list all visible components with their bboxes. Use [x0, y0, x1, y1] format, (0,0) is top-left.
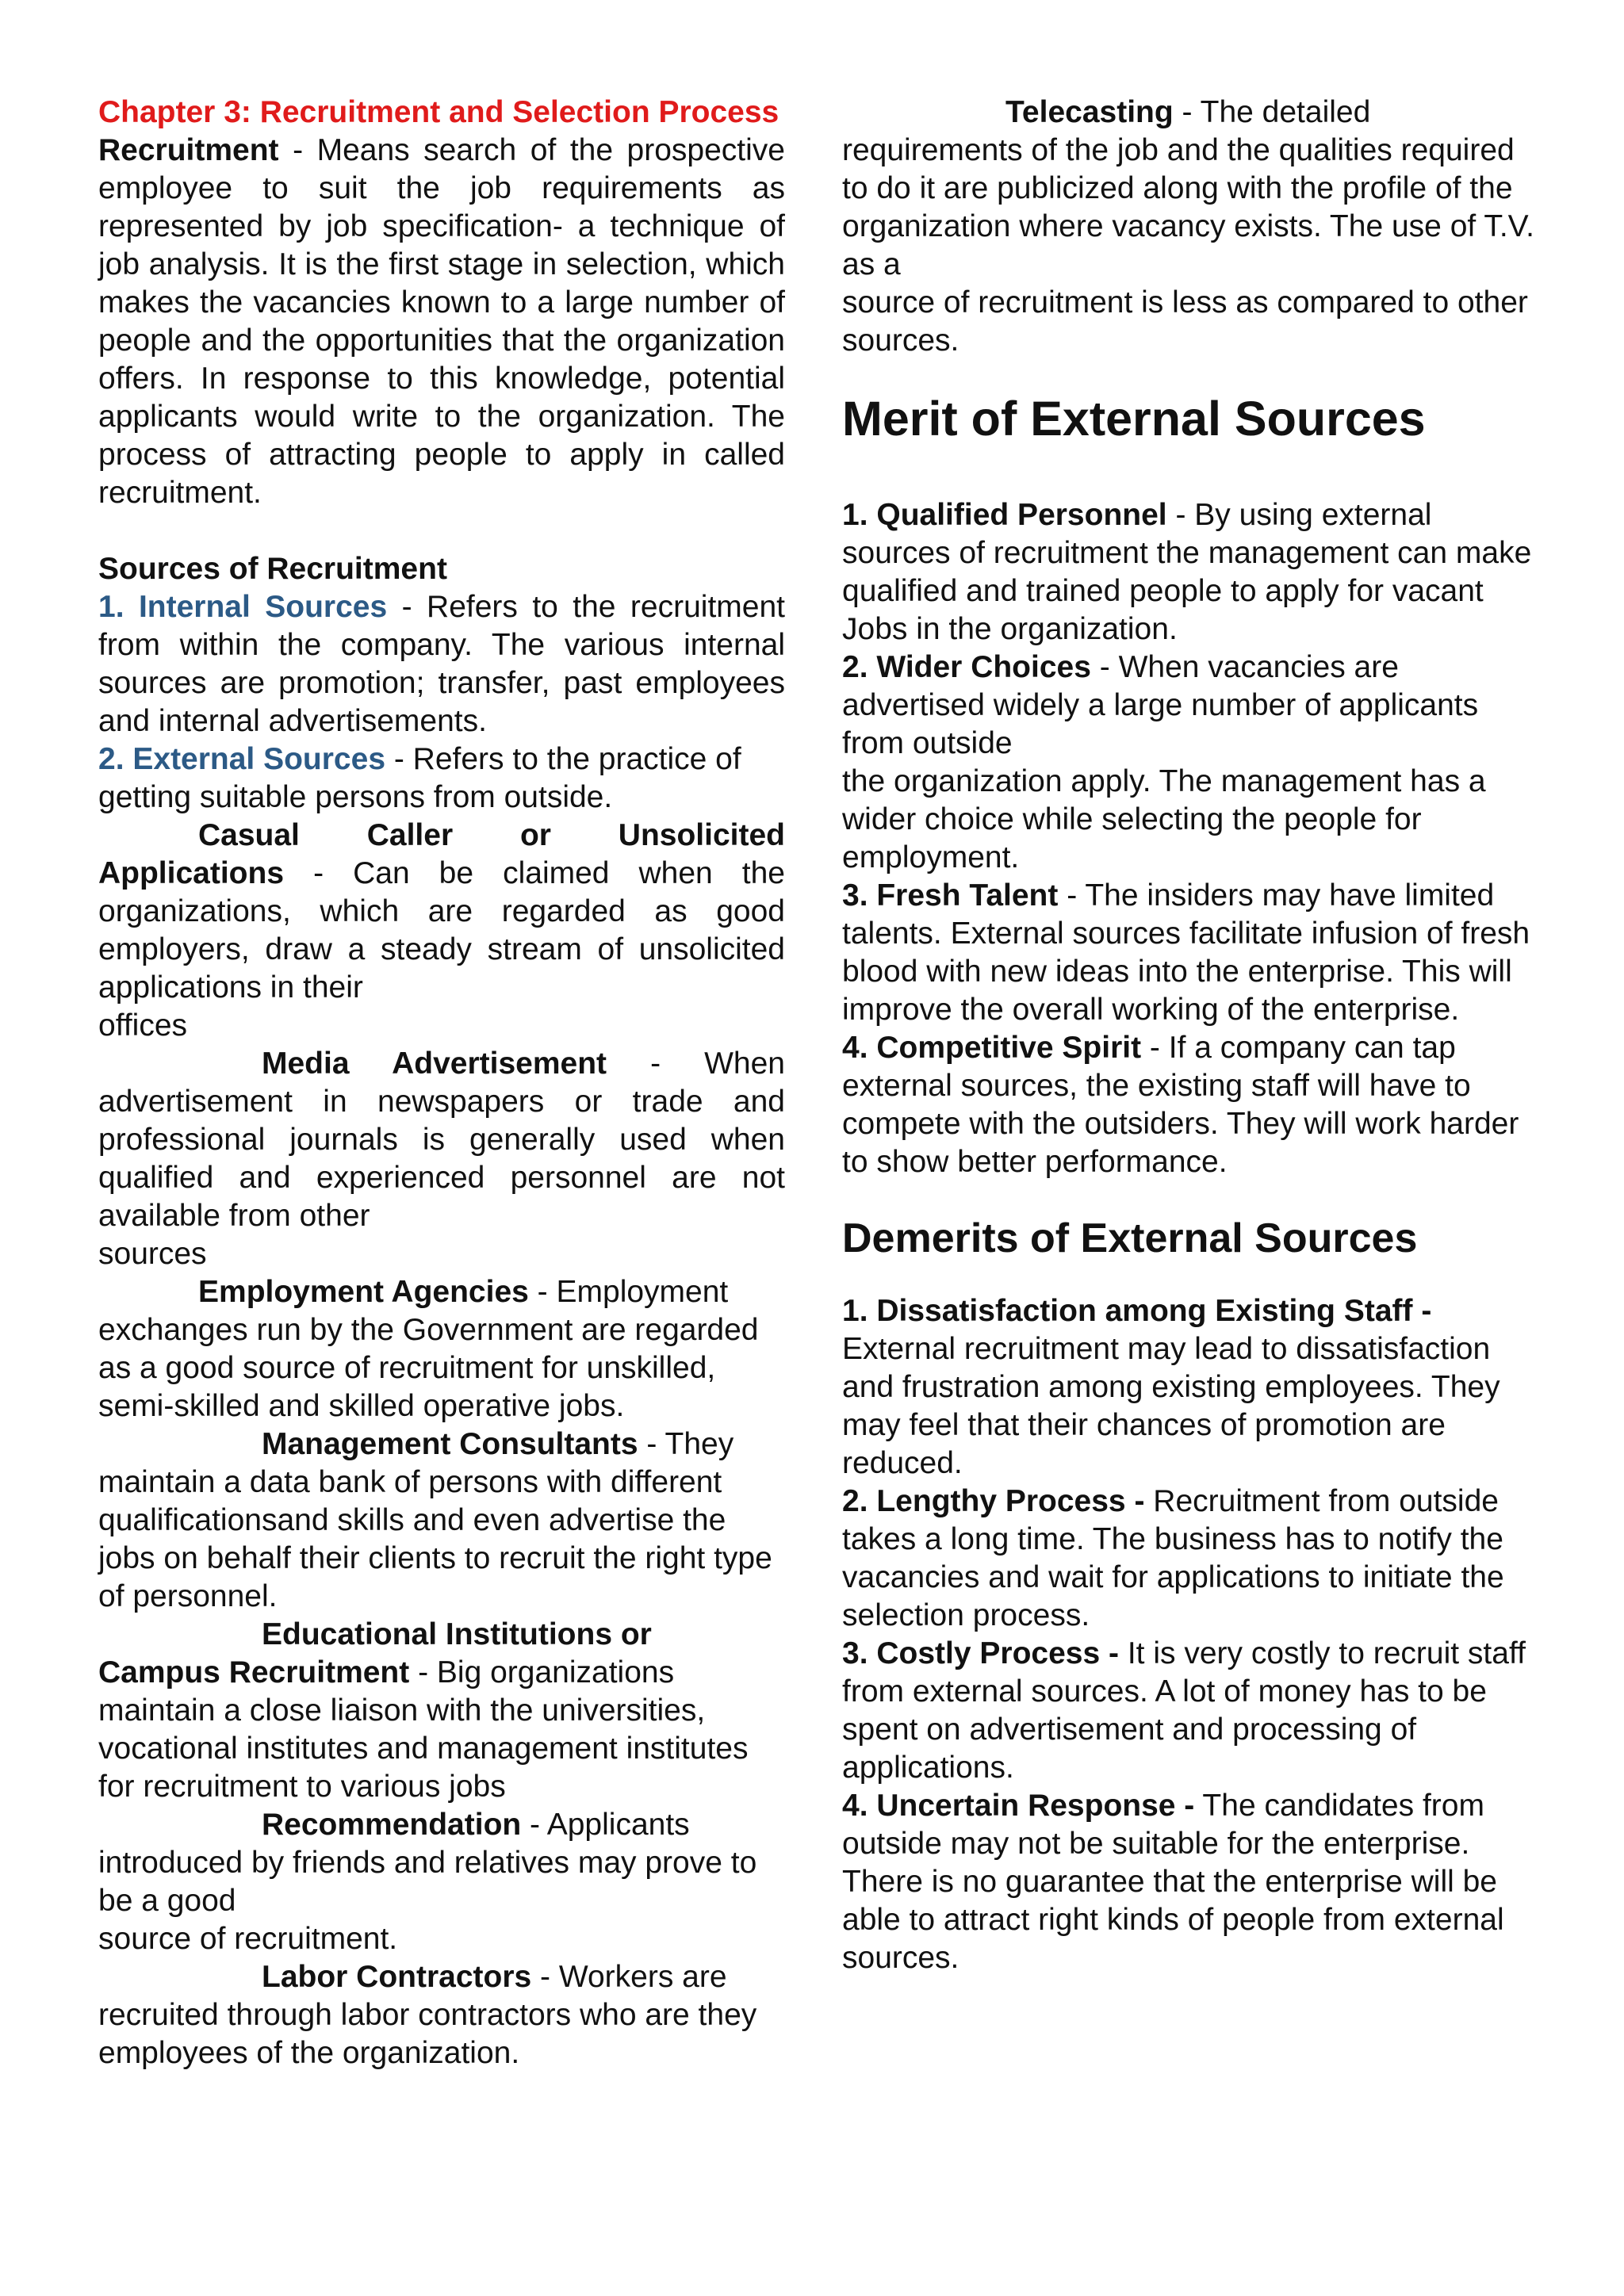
- item-term: Employment Agencies: [198, 1275, 529, 1309]
- demerit-term: 3. Costly Process -: [842, 1636, 1119, 1670]
- merits-heading: Merit of External Sources: [842, 392, 1426, 446]
- right-column: [842, 94, 1540, 1977]
- list-item-recommendation: [98, 1806, 785, 1920]
- item-term: Management Consultants: [262, 1427, 638, 1461]
- item-term: Educational Institutions or: [262, 1617, 652, 1651]
- item-term: Telecasting: [1005, 95, 1174, 129]
- merit-text: - The insiders may have limited talents. External sources facilitate infusion of fresh: [842, 878, 1530, 951]
- chapter-title: Chapter 3: Recruitment and Selection Process: [98, 95, 779, 129]
- item-term: Media Advertisement: [262, 1047, 607, 1081]
- external-sources-term: 2. External Sources: [98, 742, 386, 776]
- item-tail: source of recruitment.: [98, 1922, 398, 1956]
- list-item-labor-contractors: [98, 1958, 785, 2072]
- item-text: - Big organizations maintain a close liaison with the universities, vocational institutes and management institutes for recruitment to various jobs: [98, 1655, 749, 1804]
- item-text: - Applicants introduced by friends and relatives may prove to be a good: [98, 1808, 757, 1918]
- demerit-text: It is very costly to recruit staff from external sources. A lot of money has to be spent on advertisement and processing of applications.: [842, 1636, 1526, 1785]
- internal-sources-term: 1. Internal Sources: [98, 590, 388, 624]
- demerits-heading: Demerits of External Sources: [842, 1215, 1418, 1261]
- list-item-telecasting: [842, 94, 1540, 360]
- item-term: Labor Contractors: [262, 1960, 532, 1994]
- demerit-term: 2. Lengthy Process -: [842, 1484, 1145, 1518]
- merit-tail: blood with new ideas into the enterprise. This will improve the overall working of the enterprise.: [842, 955, 1512, 1027]
- item-text: - Employment exchanges run by the Government are regarded as a good source of recruitment for unskilled, semi-skilled and skilled operative jobs.: [98, 1275, 759, 1423]
- merit-tail: the organization apply. The management has a wider choice while selecting the people for employment.: [842, 764, 1486, 874]
- merit-text: - By using external sources of recruitment the management can make: [842, 498, 1532, 570]
- item-text: - Can be claimed when the organizations, which are regarded as good employers, draw a steady stream of unsolicited applications in their: [98, 856, 785, 1004]
- list-item-employment-agencies: [98, 1273, 785, 1425]
- merit-text: - If a company can tap external sources, the existing staff will have to compete with the outsiders. They will work harder to show better performance.: [842, 1031, 1519, 1179]
- item-tail: sources: [98, 1237, 207, 1271]
- item-term: Casual Caller or Unsolicited Applications: [98, 818, 785, 890]
- item-term-continued: Campus Recruitment: [98, 1655, 410, 1689]
- demerit-text: The candidates from outside may not be suitable for the enterprise. There is no guarantee that the enterprise will be able to attract right kinds of people from external sources.: [842, 1789, 1504, 1975]
- item-term: Recommendation: [262, 1808, 522, 1842]
- item-text: - Workers are recruited through labor contractors who are they employees of the organization.: [98, 1960, 757, 2070]
- demerit-point: [842, 1292, 1540, 1483]
- merit-term: 2. Wider Choices: [842, 650, 1091, 684]
- merit-term: 1. Qualified Personnel: [842, 498, 1167, 532]
- external-sources-text: - Refers to the practice of getting suitable persons from outside.: [98, 742, 741, 814]
- item-text: - The detailed requirements of the job and the qualities required to do it are publicized along with the profile of the organization where vacancy exists. The use of T.V. as a: [842, 95, 1534, 281]
- list-item-educational-institutions: [98, 1616, 785, 1806]
- internal-sources-text: - Refers to the recruitment from within the company. The various internal sources are promotion; transfer, past employees and internal advertisements.: [98, 590, 785, 738]
- left-column: [98, 94, 785, 2072]
- merit-point: [842, 877, 1540, 1029]
- merit-point: [842, 496, 1540, 649]
- list-item-casual-caller: [98, 817, 785, 1007]
- demerit-point: [842, 1787, 1540, 1977]
- external-sources-paragraph: [98, 740, 785, 817]
- merit-term: 4. Competitive Spirit: [842, 1031, 1142, 1065]
- recruitment-paragraph: [98, 132, 785, 512]
- item-tail: offices: [98, 1008, 188, 1043]
- sources-heading: Sources of Recruitment: [98, 552, 447, 586]
- merit-term: 3. Fresh Talent: [842, 878, 1059, 913]
- merit-point: [842, 649, 1540, 877]
- demerit-point: [842, 1483, 1540, 1635]
- list-item-media-advertisement: [98, 1045, 785, 1235]
- internal-sources-paragraph: [98, 588, 785, 740]
- demerit-text: Recruitment from outside takes a long time. The business has to notify the vacancies and wait for applications to initiate the selection process.: [842, 1484, 1504, 1632]
- item-text: - They maintain a data bank of persons with different qualificationsand skills and even advertise the jobs on behalf their clients to recruit the right type of personnel.: [98, 1427, 772, 1613]
- demerit-term: 1. Dissatisfaction among Existing Staff -: [842, 1294, 1432, 1328]
- item-tail: source of recruitment is less as compared to other sources.: [842, 285, 1528, 358]
- merit-text: - When vacancies are advertised widely a large number of applicants from outside: [842, 650, 1479, 760]
- merit-point: [842, 1029, 1540, 1181]
- merit-tail: qualified and trained people to apply for vacant Jobs in the organization.: [842, 574, 1484, 646]
- item-text: - When advertisement in newspapers or trade and professional journals is generally used when qualified and experienced personnel are not available from other: [98, 1047, 785, 1233]
- list-item-management-consultants: [98, 1425, 785, 1616]
- recruitment-text: - Means search of the prospective employee to suit the job requirements as represented by job specification- a technique of job analysis. It is the first stage in selection, which makes the vacancies known to a large number of people and the opportunities that the organization offers. In response to this knowledge, potential applicants would write to the organization. The process of attracting people to apply in called recruitment.: [98, 133, 785, 510]
- recruitment-term: Recruitment: [98, 133, 279, 167]
- demerit-term: 4. Uncertain Response -: [842, 1789, 1195, 1823]
- demerit-text: External recruitment may lead to dissatisfaction and frustration among existing employees. They may feel that their chances of promotion are reduced.: [842, 1332, 1500, 1480]
- demerit-point: [842, 1635, 1540, 1787]
